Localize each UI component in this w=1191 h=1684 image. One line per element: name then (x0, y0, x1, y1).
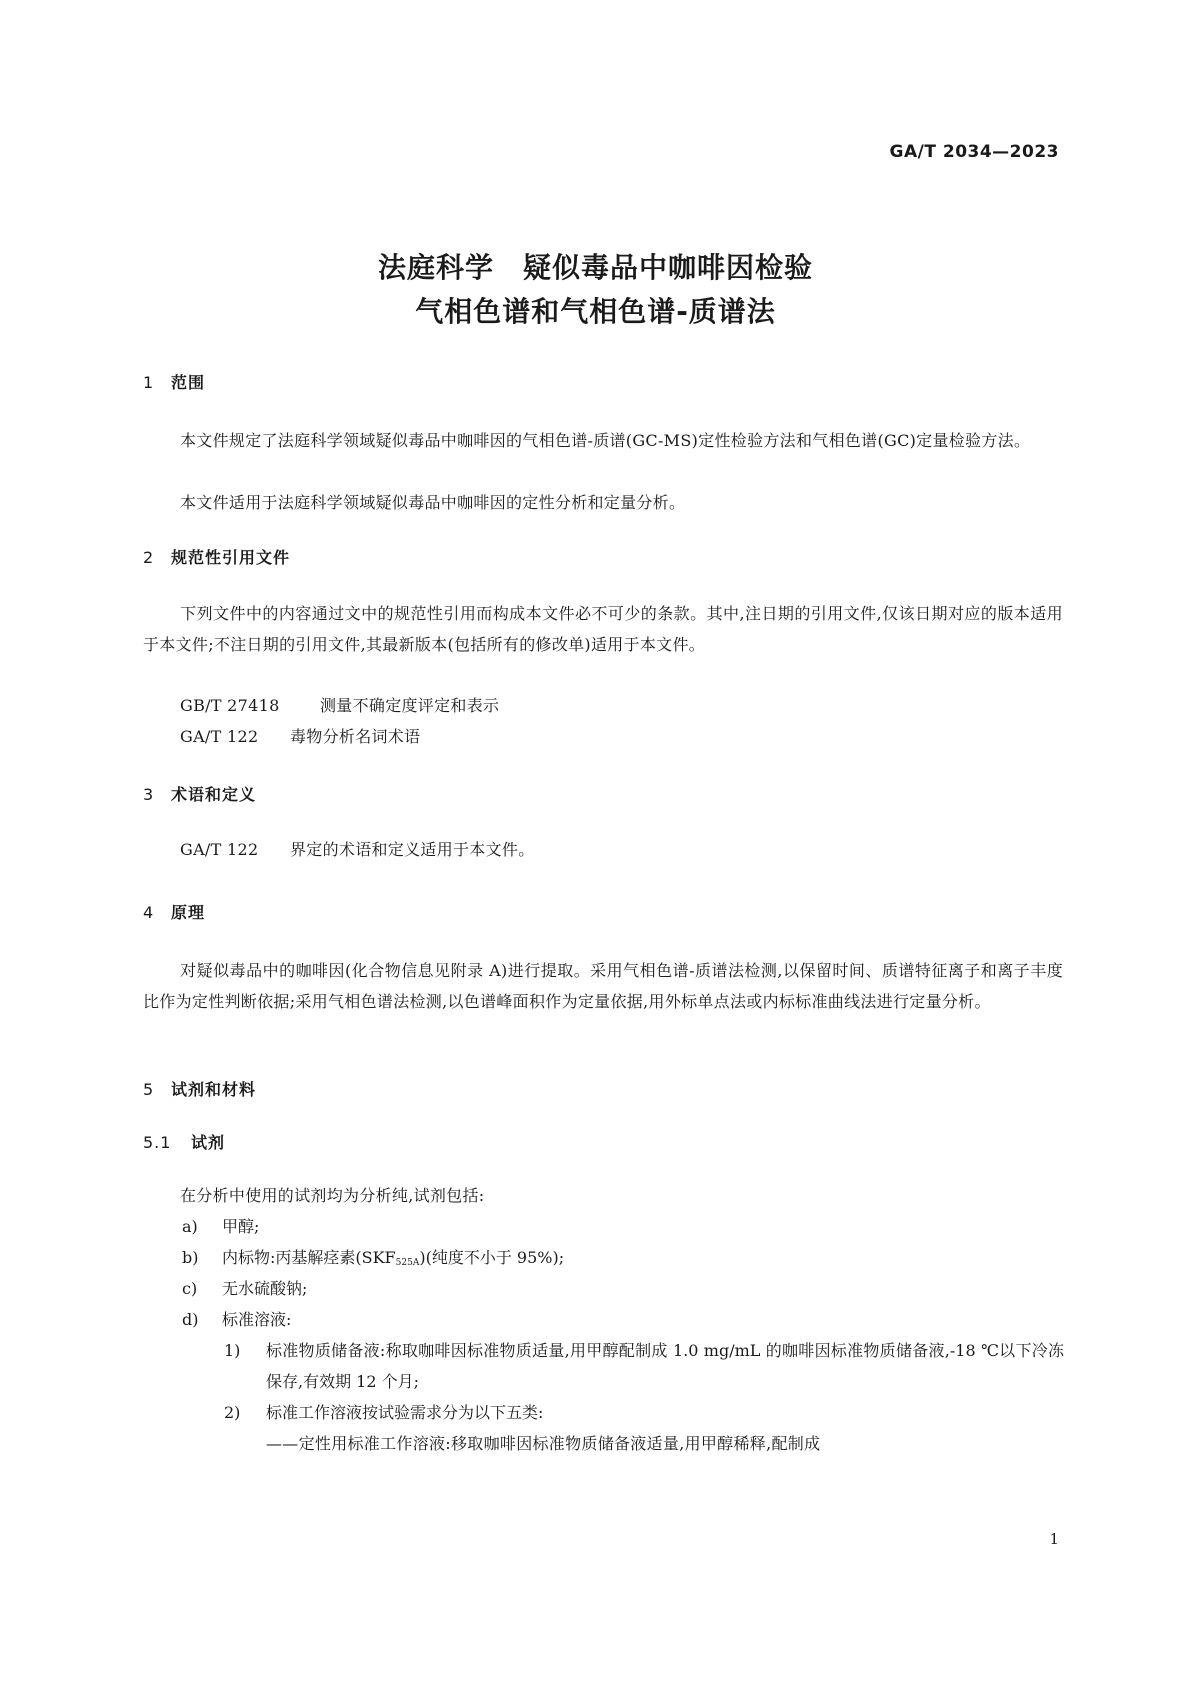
list-item (182, 1273, 307, 1304)
list-text-after: )(纯度不小于 95%); (419, 1248, 565, 1267)
reference-code: GA/T 122 (180, 840, 259, 859)
list-marker: b) (182, 1248, 199, 1267)
section-number: 1 (143, 373, 155, 392)
section-heading-reagents-materials (143, 1077, 256, 1100)
paragraph-text: 下列文件中的内容通过文中的规范性引用而构成本文件必不可少的条款。其中,注日期的引用文件,仅该日期对应的版本适用于本文件;不注日期的引用文件,其最新版本(包括所有的修改单)适用于本文件。 (143, 604, 1063, 654)
paragraph-scope-1 (143, 425, 1063, 456)
section-heading-normative-references (143, 545, 290, 568)
list-text: 标准工作溶液按试验需求分为以下五类: (266, 1403, 544, 1422)
section-title: 试剂和材料 (171, 1080, 257, 1099)
list-item (182, 1211, 259, 1242)
paragraph-text: 本文件适用于法庭科学领域疑似毒品中咖啡因的定性分析和定量分析。 (180, 493, 686, 512)
paragraph-scope-2 (143, 487, 1063, 518)
dash-list-item: ——定性用标准工作溶液:移取咖啡因标准物质储备液适量,用甲醇稀释,配制成 (266, 1434, 821, 1453)
document-title-line1: 法庭科学 疑似毒品中咖啡因检验 (377, 251, 813, 284)
list-marker: c) (182, 1279, 198, 1298)
section-number: 3 (143, 785, 155, 804)
standard-prefix: GA/T (889, 142, 937, 162)
sub-list-item (224, 1335, 1064, 1397)
list-marker: d) (182, 1310, 199, 1329)
section-title: 规范性引用文件 (171, 548, 291, 567)
sub-list-item (224, 1397, 1064, 1428)
list-marker: a) (182, 1217, 198, 1236)
paragraph-normative-references (143, 598, 1063, 660)
section-number: 5 (143, 1080, 155, 1099)
list-text: 标准物质储备液:称取咖啡因标准物质适量,用甲醇配制成 1.0 mg/mL 的咖啡因标准物质储备液,-18 ℃以下冷冻保存,有效期 12 个月; (266, 1341, 1064, 1391)
section-title: 原理 (171, 903, 206, 922)
list-text: 无水硫酸钠; (222, 1279, 308, 1298)
reference-title: 测量不确定度评定和表示 (320, 696, 500, 715)
reference-code: GB/T 27418 (180, 696, 280, 715)
list-item (182, 1304, 291, 1335)
subsection-heading-reagents (143, 1130, 225, 1153)
paragraph-text: 本文件规定了法庭科学领域疑似毒品中咖啡因的气相色谱-质谱(GC-MS)定性检验方法和气相色谱(GC)定量检验方法。 (180, 431, 1031, 450)
section-heading-terms (143, 782, 256, 805)
list-text: 甲醇; (222, 1217, 260, 1236)
section-number: 4 (143, 903, 155, 922)
standard-number: 2034—2023 (942, 142, 1059, 162)
section-heading-scope (143, 370, 205, 393)
reference-title: 毒物分析名词术语 (290, 727, 421, 746)
list-marker: 2) (224, 1403, 241, 1422)
paragraph-terms (180, 834, 535, 865)
paragraph-text: 对疑似毒品中的咖啡因(化合物信息见附录 A)进行提取。采用气相色谱-质谱法检测,以保留时间、质谱特征离子和离子丰度比作为定性判断依据;采用气相色谱法检测,以色谱峰面积作为定量依据,用外标单点法或内标标准曲线法进行定量分析。 (143, 961, 1063, 1011)
section-number: 2 (143, 548, 155, 567)
reference-code: GA/T 122 (180, 727, 259, 746)
page-number: 1 (1049, 1530, 1059, 1548)
standard-code (890, 142, 1059, 162)
section-number: 5.1 (143, 1133, 172, 1152)
list-text: 标准溶液: (222, 1310, 292, 1329)
section-title: 范围 (171, 373, 206, 392)
paragraph-principle (143, 955, 1063, 1017)
reference-item (180, 721, 420, 752)
reference-item (180, 690, 499, 721)
paragraph-text: 界定的术语和定义适用于本文件。 (290, 840, 535, 859)
list-marker: 1) (224, 1341, 241, 1360)
section-title: 术语和定义 (171, 785, 257, 804)
subscript: 525A (395, 1258, 420, 1268)
section-heading-principle (143, 900, 205, 923)
section-title: 试剂 (191, 1133, 226, 1152)
paragraph-reagents-intro: 在分析中使用的试剂均为分析纯,试剂包括: (180, 1186, 485, 1205)
list-text: 内标物:丙基解痉素(SKF (222, 1248, 396, 1267)
document-title-line2: 气相色谱和气相色谱-质谱法 (415, 295, 776, 328)
